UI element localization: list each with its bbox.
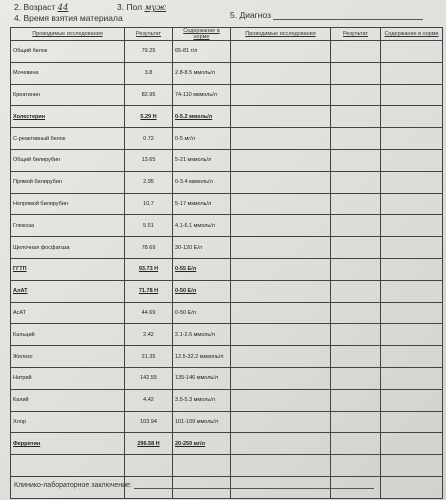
table-row xyxy=(11,215,231,237)
result-cell: 296.58 Н xyxy=(125,433,173,455)
norm-cell: 74-110 мкмоль/л xyxy=(173,84,231,106)
diagnosis-blank-line xyxy=(273,11,423,20)
empty-cell xyxy=(331,258,381,280)
empty-cell xyxy=(231,455,331,477)
test-name-cell xyxy=(11,455,125,477)
empty-cell xyxy=(381,237,443,259)
empty-table-row xyxy=(231,258,443,280)
result-cell: 4.42 xyxy=(125,389,173,411)
table-row xyxy=(11,62,231,84)
result-cell: 142.55 xyxy=(125,367,173,389)
sex-label: 3. Пол xyxy=(117,2,143,12)
empty-table-row xyxy=(231,128,443,150)
table-row xyxy=(11,411,231,433)
norm-cell: 12.5-32.2 мкмоль/л xyxy=(173,346,231,368)
empty-cell xyxy=(381,433,443,455)
column-header-result: Результат xyxy=(125,28,173,41)
table-row xyxy=(11,84,231,106)
sex-value: муж xyxy=(144,3,167,13)
empty-cell xyxy=(331,324,381,346)
column-header-test: Проводимые исследования xyxy=(231,28,331,41)
result-cell: 2.95 xyxy=(125,171,173,193)
empty-cell xyxy=(231,41,331,63)
empty-table-row xyxy=(231,433,443,455)
empty-cell xyxy=(381,280,443,302)
result-cell: 21.35 xyxy=(125,346,173,368)
table-row xyxy=(11,128,231,150)
empty-cell xyxy=(231,258,331,280)
empty-cell xyxy=(381,411,443,433)
empty-table-row xyxy=(231,171,443,193)
table-row xyxy=(11,302,231,324)
empty-cell xyxy=(231,433,331,455)
empty-cell xyxy=(331,367,381,389)
test-name-cell: АсАТ xyxy=(11,302,125,324)
result-cell: 82.95 xyxy=(125,84,173,106)
empty-cell xyxy=(381,302,443,324)
table-row xyxy=(11,171,231,193)
empty-cell xyxy=(231,149,331,171)
result-cell: 44.69 xyxy=(125,302,173,324)
empty-table-row xyxy=(231,41,443,63)
column-header-test: Проводимые исследования xyxy=(11,28,125,41)
empty-cell xyxy=(231,84,331,106)
empty-cell xyxy=(381,476,443,498)
empty-table-row xyxy=(231,84,443,106)
empty-cell xyxy=(381,62,443,84)
table-row xyxy=(11,237,231,259)
empty-table-row xyxy=(231,411,443,433)
table-row xyxy=(11,41,231,63)
column-header-norm: Содержание в норме xyxy=(173,28,231,41)
empty-cell xyxy=(381,389,443,411)
empty-table-row xyxy=(231,62,443,84)
norm-cell: 0-55 Е/л xyxy=(173,258,231,280)
empty-cell xyxy=(381,149,443,171)
result-cell: 2.42 xyxy=(125,324,173,346)
result-cell: 79.25 xyxy=(125,41,173,63)
norm-cell: 30-120 Е/л xyxy=(173,237,231,259)
empty-cell xyxy=(331,171,381,193)
additional-tests-table xyxy=(230,27,443,499)
result-cell: 0.72 xyxy=(125,128,173,150)
empty-cell xyxy=(331,84,381,106)
empty-cell xyxy=(331,41,381,63)
test-name-cell: Непрямой билирубин xyxy=(11,193,125,215)
table-row xyxy=(11,433,231,455)
result-cell: 5.29 Н xyxy=(125,106,173,128)
result-cell: 5.51 xyxy=(125,215,173,237)
test-name-cell: Калий xyxy=(11,389,125,411)
empty-cell xyxy=(331,346,381,368)
norm-cell: 135-146 ммоль/л xyxy=(173,367,231,389)
table-row xyxy=(11,280,231,302)
empty-cell xyxy=(331,433,381,455)
result-cell: 93.73 Н xyxy=(125,258,173,280)
test-name-cell: Мочевина xyxy=(11,62,125,84)
empty-cell xyxy=(331,193,381,215)
test-name-cell: С-реактивный белок xyxy=(11,128,125,150)
empty-cell xyxy=(331,389,381,411)
norm-cell: 101-109 ммоль/л xyxy=(173,411,231,433)
empty-cell xyxy=(381,193,443,215)
test-name-cell: Ферритин xyxy=(11,433,125,455)
empty-table-row xyxy=(231,455,443,477)
norm-cell: 5-21 мкмоль/л xyxy=(173,149,231,171)
empty-cell xyxy=(331,237,381,259)
conclusion-label: Клинико-лабораторное заключение: xyxy=(14,482,132,489)
table-row xyxy=(11,258,231,280)
norm-cell: 0-5 мг/л xyxy=(173,128,231,150)
empty-cell xyxy=(331,302,381,324)
empty-cell xyxy=(331,62,381,84)
empty-cell xyxy=(231,215,331,237)
empty-table-row xyxy=(231,389,443,411)
empty-cell xyxy=(231,411,331,433)
empty-cell xyxy=(381,84,443,106)
lab-results-table xyxy=(10,27,231,499)
empty-cell xyxy=(381,106,443,128)
result-cell: 3.8 xyxy=(125,62,173,84)
test-name-cell: Общий билирубин xyxy=(11,149,125,171)
time-label: 4. Время взятия материала xyxy=(14,13,123,23)
test-name-cell: Креатинин xyxy=(11,84,125,106)
empty-cell xyxy=(381,215,443,237)
empty-cell xyxy=(231,367,331,389)
test-name-cell: Глюкоза xyxy=(11,215,125,237)
table-row xyxy=(11,149,231,171)
empty-cell xyxy=(331,455,381,477)
empty-cell xyxy=(231,237,331,259)
empty-cell xyxy=(231,389,331,411)
result-cell: 78.69 xyxy=(125,237,173,259)
empty-cell xyxy=(231,128,331,150)
empty-table-row xyxy=(231,324,443,346)
test-name-cell: АлАТ xyxy=(11,280,125,302)
empty-cell xyxy=(381,346,443,368)
age-field xyxy=(14,2,68,13)
empty-cell xyxy=(381,367,443,389)
empty-table-row xyxy=(231,149,443,171)
empty-cell xyxy=(231,193,331,215)
result-cell: 13.65 xyxy=(125,149,173,171)
age-value: 44 xyxy=(57,3,69,13)
norm-cell: 2.1-2.6 ммоль/л xyxy=(173,324,231,346)
result-cell: 71.78 Н xyxy=(125,280,173,302)
norm-cell xyxy=(173,455,231,477)
test-name-cell: Натрий xyxy=(11,367,125,389)
test-name-cell: Хлор xyxy=(11,411,125,433)
time-field xyxy=(14,13,123,23)
empty-cell xyxy=(381,171,443,193)
empty-cell xyxy=(231,280,331,302)
result-cell: 10.7 xyxy=(125,193,173,215)
empty-cell xyxy=(231,106,331,128)
table-row xyxy=(11,106,231,128)
empty-cell xyxy=(331,411,381,433)
empty-table-row xyxy=(231,237,443,259)
test-name-cell: Железо xyxy=(11,346,125,368)
empty-table-row xyxy=(231,193,443,215)
norm-cell: 2.8-8.5 ммоль/л xyxy=(173,62,231,84)
test-name-cell: Холестерин xyxy=(11,106,125,128)
conclusion-blank-line xyxy=(134,480,374,489)
empty-cell xyxy=(381,41,443,63)
norm-cell: 0-3.4 мкмоль/л xyxy=(173,171,231,193)
empty-cell xyxy=(331,280,381,302)
empty-cell xyxy=(381,128,443,150)
empty-table-row xyxy=(231,106,443,128)
result-cell xyxy=(125,455,173,477)
sex-field xyxy=(117,2,166,13)
empty-table-row xyxy=(231,280,443,302)
test-name-cell: Кальций xyxy=(11,324,125,346)
table-row xyxy=(11,389,231,411)
empty-cell xyxy=(381,258,443,280)
column-header-norm: Содержание в норме xyxy=(381,28,443,41)
age-label: 2. Возраст xyxy=(14,2,56,12)
empty-table-row xyxy=(231,346,443,368)
table-row xyxy=(11,346,231,368)
norm-cell: 0-5.2 ммоль/л xyxy=(173,106,231,128)
empty-table-row xyxy=(231,367,443,389)
table-row xyxy=(11,367,231,389)
empty-cell xyxy=(331,128,381,150)
empty-cell xyxy=(231,346,331,368)
empty-cell xyxy=(381,455,443,477)
empty-cell xyxy=(231,324,331,346)
test-name-cell: Общий белок xyxy=(11,41,125,63)
diagnosis-field xyxy=(230,10,423,20)
result-cell: 103.94 xyxy=(125,411,173,433)
column-header-result: Результат xyxy=(331,28,381,41)
norm-cell: 0-50 Е/л xyxy=(173,280,231,302)
test-name-cell: Прямой билирубин xyxy=(11,171,125,193)
test-name-cell: ГГТП xyxy=(11,258,125,280)
norm-cell: 65-81 г/л xyxy=(173,41,231,63)
norm-cell: 20-250 мг/л xyxy=(173,433,231,455)
empty-cell xyxy=(331,215,381,237)
norm-cell: 0-50 Е/л xyxy=(173,302,231,324)
empty-cell xyxy=(381,324,443,346)
table-row xyxy=(11,455,231,477)
empty-cell xyxy=(231,62,331,84)
conclusion-field xyxy=(14,480,374,489)
empty-cell xyxy=(231,171,331,193)
diagnosis-label: 5. Диагноз xyxy=(230,10,272,20)
test-name-cell: Щелочная фосфатаза xyxy=(11,237,125,259)
empty-table-row xyxy=(231,302,443,324)
table-header-row xyxy=(11,28,231,41)
norm-cell: 4.1-6.1 ммоль/л xyxy=(173,215,231,237)
empty-cell xyxy=(231,302,331,324)
norm-cell: 3.5-5.3 ммоль/л xyxy=(173,389,231,411)
table-header-row xyxy=(231,28,443,41)
norm-cell: 5-17 мкмоль/л xyxy=(173,193,231,215)
table-row xyxy=(11,324,231,346)
empty-cell xyxy=(331,106,381,128)
empty-cell xyxy=(331,149,381,171)
empty-table-row xyxy=(231,215,443,237)
table-row xyxy=(11,193,231,215)
